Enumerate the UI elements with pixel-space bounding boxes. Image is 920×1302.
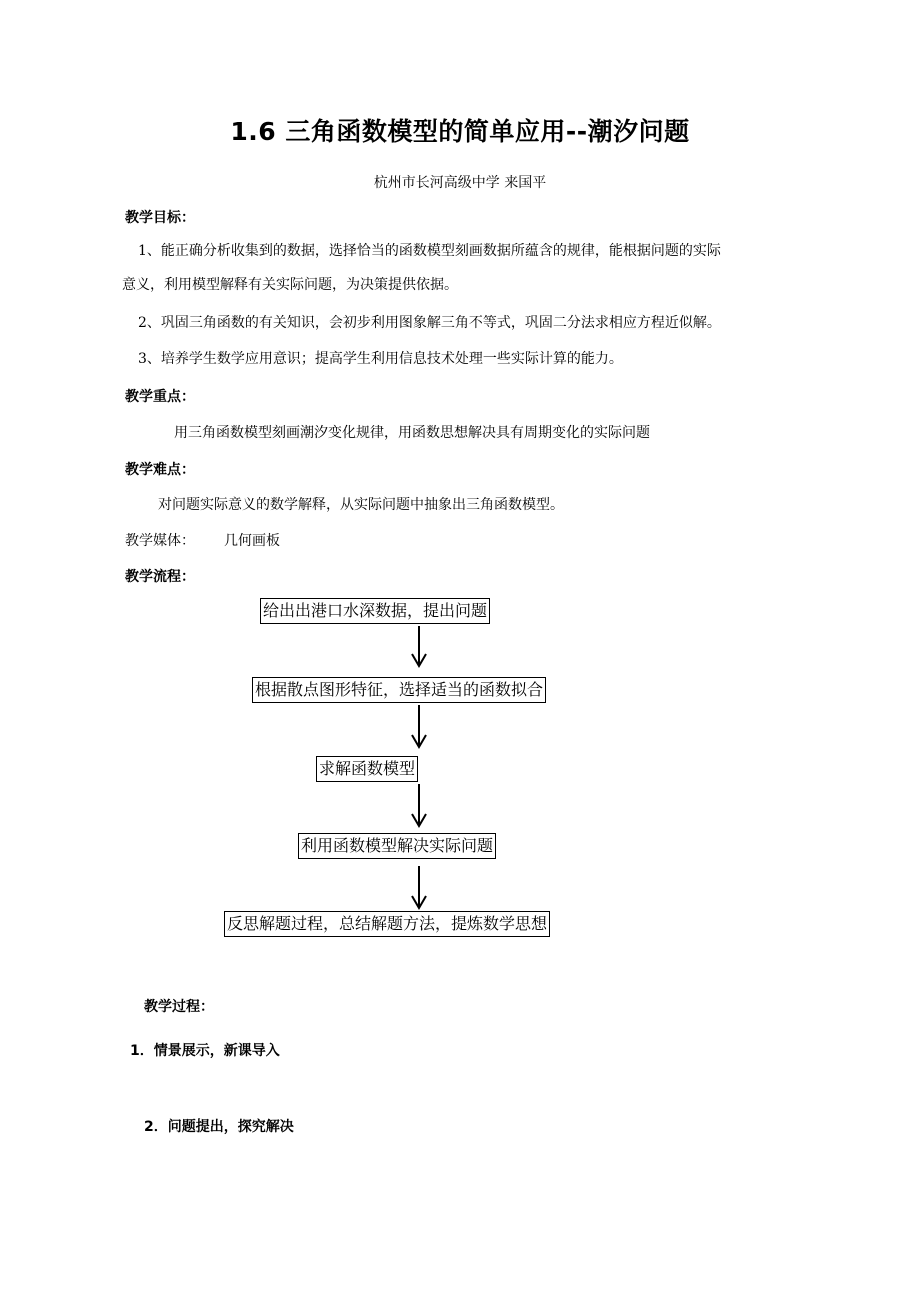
media-value: 几何画板 [224, 533, 280, 549]
flow-step-1: 给出出港口水深数据，提出问题 [260, 598, 490, 624]
objective-1-line-2: 意义，利用模型解释有关实际问题，为决策提供依据。 [122, 277, 458, 293]
flow-arrow-2 [408, 705, 430, 749]
flow-step-3: 求解函数模型 [316, 756, 418, 782]
objective-3: 3、培养学生数学应用意识；提高学生利用信息技术处理一些实际计算的能力。 [138, 351, 623, 367]
media-label: 教学媒体： [125, 533, 195, 549]
process-heading: 教学过程： [144, 999, 214, 1015]
page-title: 1.6 三角函数模型的简单应用--潮汐问题 [230, 117, 690, 146]
difficulties-heading: 教学难点： [125, 462, 195, 478]
process-section-1: 1．情景展示，新课导入 [130, 1043, 280, 1059]
flow-step-2: 根据散点图形特征，选择适当的函数拟合 [252, 677, 546, 703]
process-section-2: 2．问题提出，探究解决 [144, 1119, 294, 1135]
objectives-heading: 教学目标： [125, 210, 195, 226]
key-points-text: 用三角函数模型刻画潮汐变化规律，用函数思想解决具有周期变化的实际问题 [174, 425, 650, 441]
flow-step-4: 利用函数模型解决实际问题 [298, 833, 496, 859]
difficulties-text: 对问题实际意义的数学解释，从实际问题中抽象出三角函数模型。 [158, 497, 564, 513]
flow-step-5: 反思解题过程，总结解题方法，提炼数学思想 [224, 911, 550, 937]
objective-1-line-1: 1、能正确分析收集到的数据，选择恰当的函数模型刻画数据所蕴含的规律，能根据问题的实际 [138, 243, 721, 259]
author-line: 杭州市长河高级中学 来国平 [373, 175, 547, 191]
flow-heading: 教学流程： [125, 569, 195, 585]
flow-arrow-1 [408, 626, 430, 668]
flow-arrow-3 [408, 784, 430, 828]
flow-arrow-4 [408, 866, 430, 910]
objective-2: 2、巩固三角函数的有关知识，会初步利用图象解三角不等式，巩固二分法求相应方程近似解。 [138, 315, 721, 331]
key-points-heading: 教学重点： [125, 389, 195, 405]
